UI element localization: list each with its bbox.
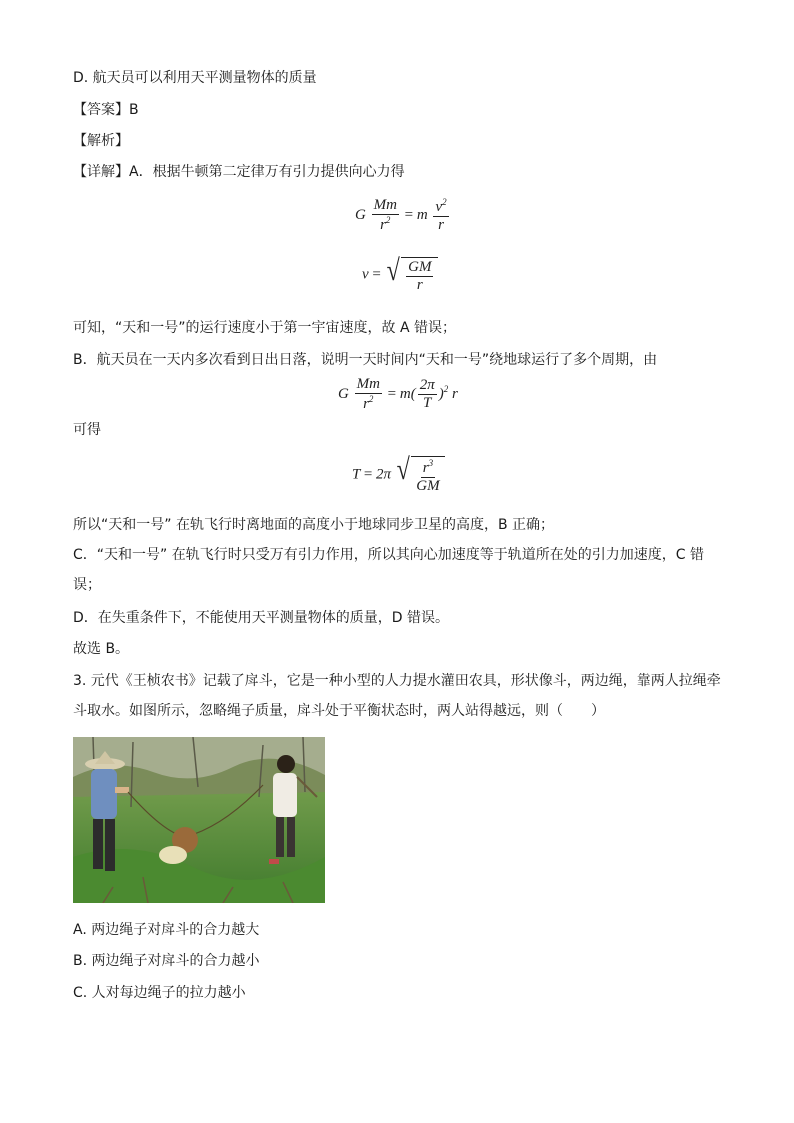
choose-line: 故选 B。 xyxy=(73,641,130,657)
option-d-previous: D. 航天员可以利用天平测量物体的质量 xyxy=(73,70,317,86)
kede-line: 可得 xyxy=(73,422,101,438)
option-a: A. 两边绳子对戽斗的合力越大 xyxy=(73,922,260,938)
formula-gravitation-period: G $\frac{Mm}{r^2}$ = m( $\frac{2\pi}{T}$ )$^2$ r xyxy=(338,376,458,412)
detail-c: C．“天和一号” 在轨飞行时只受万有引力作用，所以其向心加速度等于轨道所在处的引力加速度，C 错误； xyxy=(73,547,704,593)
option-c: C. 人对每边绳子的拉力越小 xyxy=(73,985,246,1001)
option-b: B. 两边绳子对戽斗的合力越小 xyxy=(73,953,260,969)
detail-d: D．在失重条件下，不能使用天平测量物体的质量，D 错误。 xyxy=(73,610,450,626)
conclusion-b: 所以“天和一号” 在轨飞行时离地面的高度小于地球同步卫星的高度，B 正确； xyxy=(73,517,555,533)
detail-a: 【详解】A．根据牛顿第二定律万有引力提供向心力得 xyxy=(73,164,405,180)
answer-line: 【答案】B xyxy=(73,102,139,118)
conclusion-a: 可知，“天和一号”的运行速度小于第一宇宙速度，故 A 错误； xyxy=(73,320,456,336)
analysis-heading: 【解析】 xyxy=(73,133,129,149)
formula-gravitation-velocity: G $\frac{Mm}{r^2}$ = m $\frac{v^2}{r}$ xyxy=(355,197,447,233)
formula-period: T = 2π √ $\frac{r^3}{GM}$ xyxy=(352,456,445,494)
two-people-swinging-bucket-photo xyxy=(73,737,325,903)
formula-velocity: v = √ $\frac{GM}{r}$ xyxy=(362,257,438,293)
question-3: 3. 元代《王桢农书》记载了戽斗，它是一种小型的人力提水灌田农具，形状像斗，两边绳，靠两人拉绳牵斗取水。如图所示，忽略绳子质量，戽斗处于平衡状态时，两人站得越远，则（ ） xyxy=(73,673,721,719)
detail-b: B．航天员在一天内多次看到日出日落，说明一天时间内“天和一号”绕地球运行了多个周期，由 xyxy=(73,352,658,368)
